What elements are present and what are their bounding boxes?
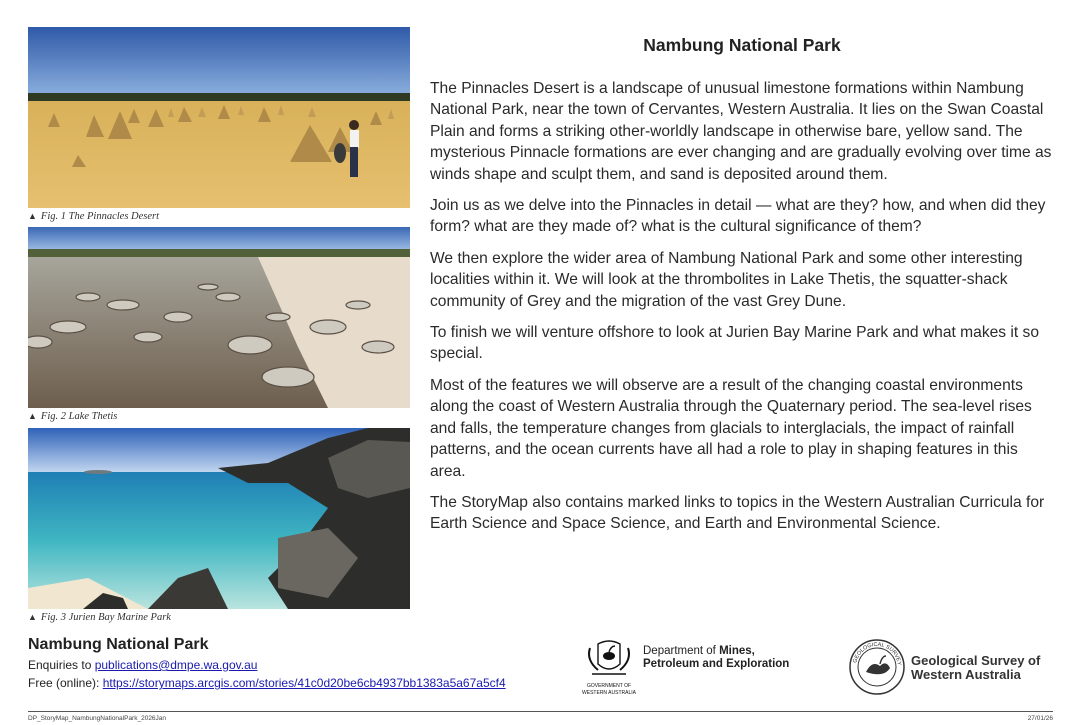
fig2-caption [28,411,117,422]
fig1-pinnacles-photo [28,27,410,208]
fig2-caption-text: Fig. 2 Lake Thetis [40,411,118,422]
document-date: 27/01/26 [1027,715,1053,722]
enquiries-label: Enquiries to [28,658,95,672]
gswa-name-line1: Geological Survey of [911,653,1041,668]
online-line [28,676,506,690]
caption-marker-icon: ▲ [28,211,37,221]
wa-government-crest-icon [578,638,640,698]
crest-caption-line1: GOVERNMENT OF [586,683,632,689]
storymap-url-link[interactable]: https://storymaps.arcgis.com/stories/41c0d20be6cb4937bb1383a5a67a5cf4 [102,676,506,690]
department-name-line2: Petroleum and Exploration [643,658,790,670]
paragraph: To finish we will venture offshore to look at Jurien Bay Marine Park and what makes it so special. [430,324,1040,363]
paragraph: Join us as we delve into the Pinnacles in detail — what are they? how, and when did they form? what are they made of? what is the cultural significance of them? [430,197,1046,236]
online-label: Free (online): [28,676,103,690]
fig1-caption [28,211,159,222]
page-title: Nambung National Park [643,35,841,55]
gswa-name [911,654,1040,682]
gswa-name-line2: Western Australia [911,667,1021,682]
paragraph: The StoryMap also contains marked links to topics in the Western Australian Curricula for Earth Science and Space Science, and Earth and Environmental Science. [430,493,1045,533]
department-name-prefix: Department of [643,645,720,657]
body-text [430,78,1055,545]
fig1-caption-text: Fig. 1 The Pinnacles Desert [40,211,160,222]
fig2-lake-thetis-photo [28,227,410,408]
enquiries-email-link[interactable]: publications@dmpe.wa.gov.au [94,658,258,672]
crest-caption-line2: WESTERN AUSTRALIA [582,690,636,696]
gswa-seal-icon [848,638,906,696]
footer-title: Nambung National Park [28,636,209,653]
gswa-seal-text: GEOLOGICAL SURVEY [852,641,902,666]
document-id: DP_StoryMap_NambungNationalPark_2026Jan [28,715,167,722]
paragraph: Most of the features we will observe are a result of the changing coastal environments along the coast of Western Australia through the Quaternary period. The sea-level rises and falls, the temperature changes from glacials to interglacials, the impact of rainfall patterns, and the ocean currents have all had a role to play in shaping features in this area. [430,376,1032,480]
department-logo [578,638,798,700]
fig3-caption [28,612,171,623]
fig3-jurien-bay-photo [28,428,410,609]
paragraph: The Pinnacles Desert is a landscape of unusual limestone formations within Nambung National Park, near the town of Cervantes, Western Australia. It lies on the Swan Coastal Plain and forms a striking other-worldly landscape in otherwise bare, yellow sand. The mysterious Pinnacle formations are ever changing and are gradually evolving over time as winds shape and sculpt them, and sand is deposited around them. [430,80,1052,183]
footer-divider [28,711,1053,712]
department-name-bold: Mines, [719,645,755,657]
gswa-logo [848,638,1063,698]
caption-marker-icon: ▲ [28,612,37,622]
caption-marker-icon: ▲ [28,411,37,421]
fig3-caption-text: Fig. 3 Jurien Bay Marine Park [40,612,171,623]
department-name [643,645,789,671]
enquiries-line [28,658,257,672]
paragraph: We then explore the wider area of Nambung National Park and some other interesting localities within it. We will look at the thrombolites in Lake Thetis, the squatter-shack community of Grey and the migration of the vast Grey Dune. [430,249,1023,310]
